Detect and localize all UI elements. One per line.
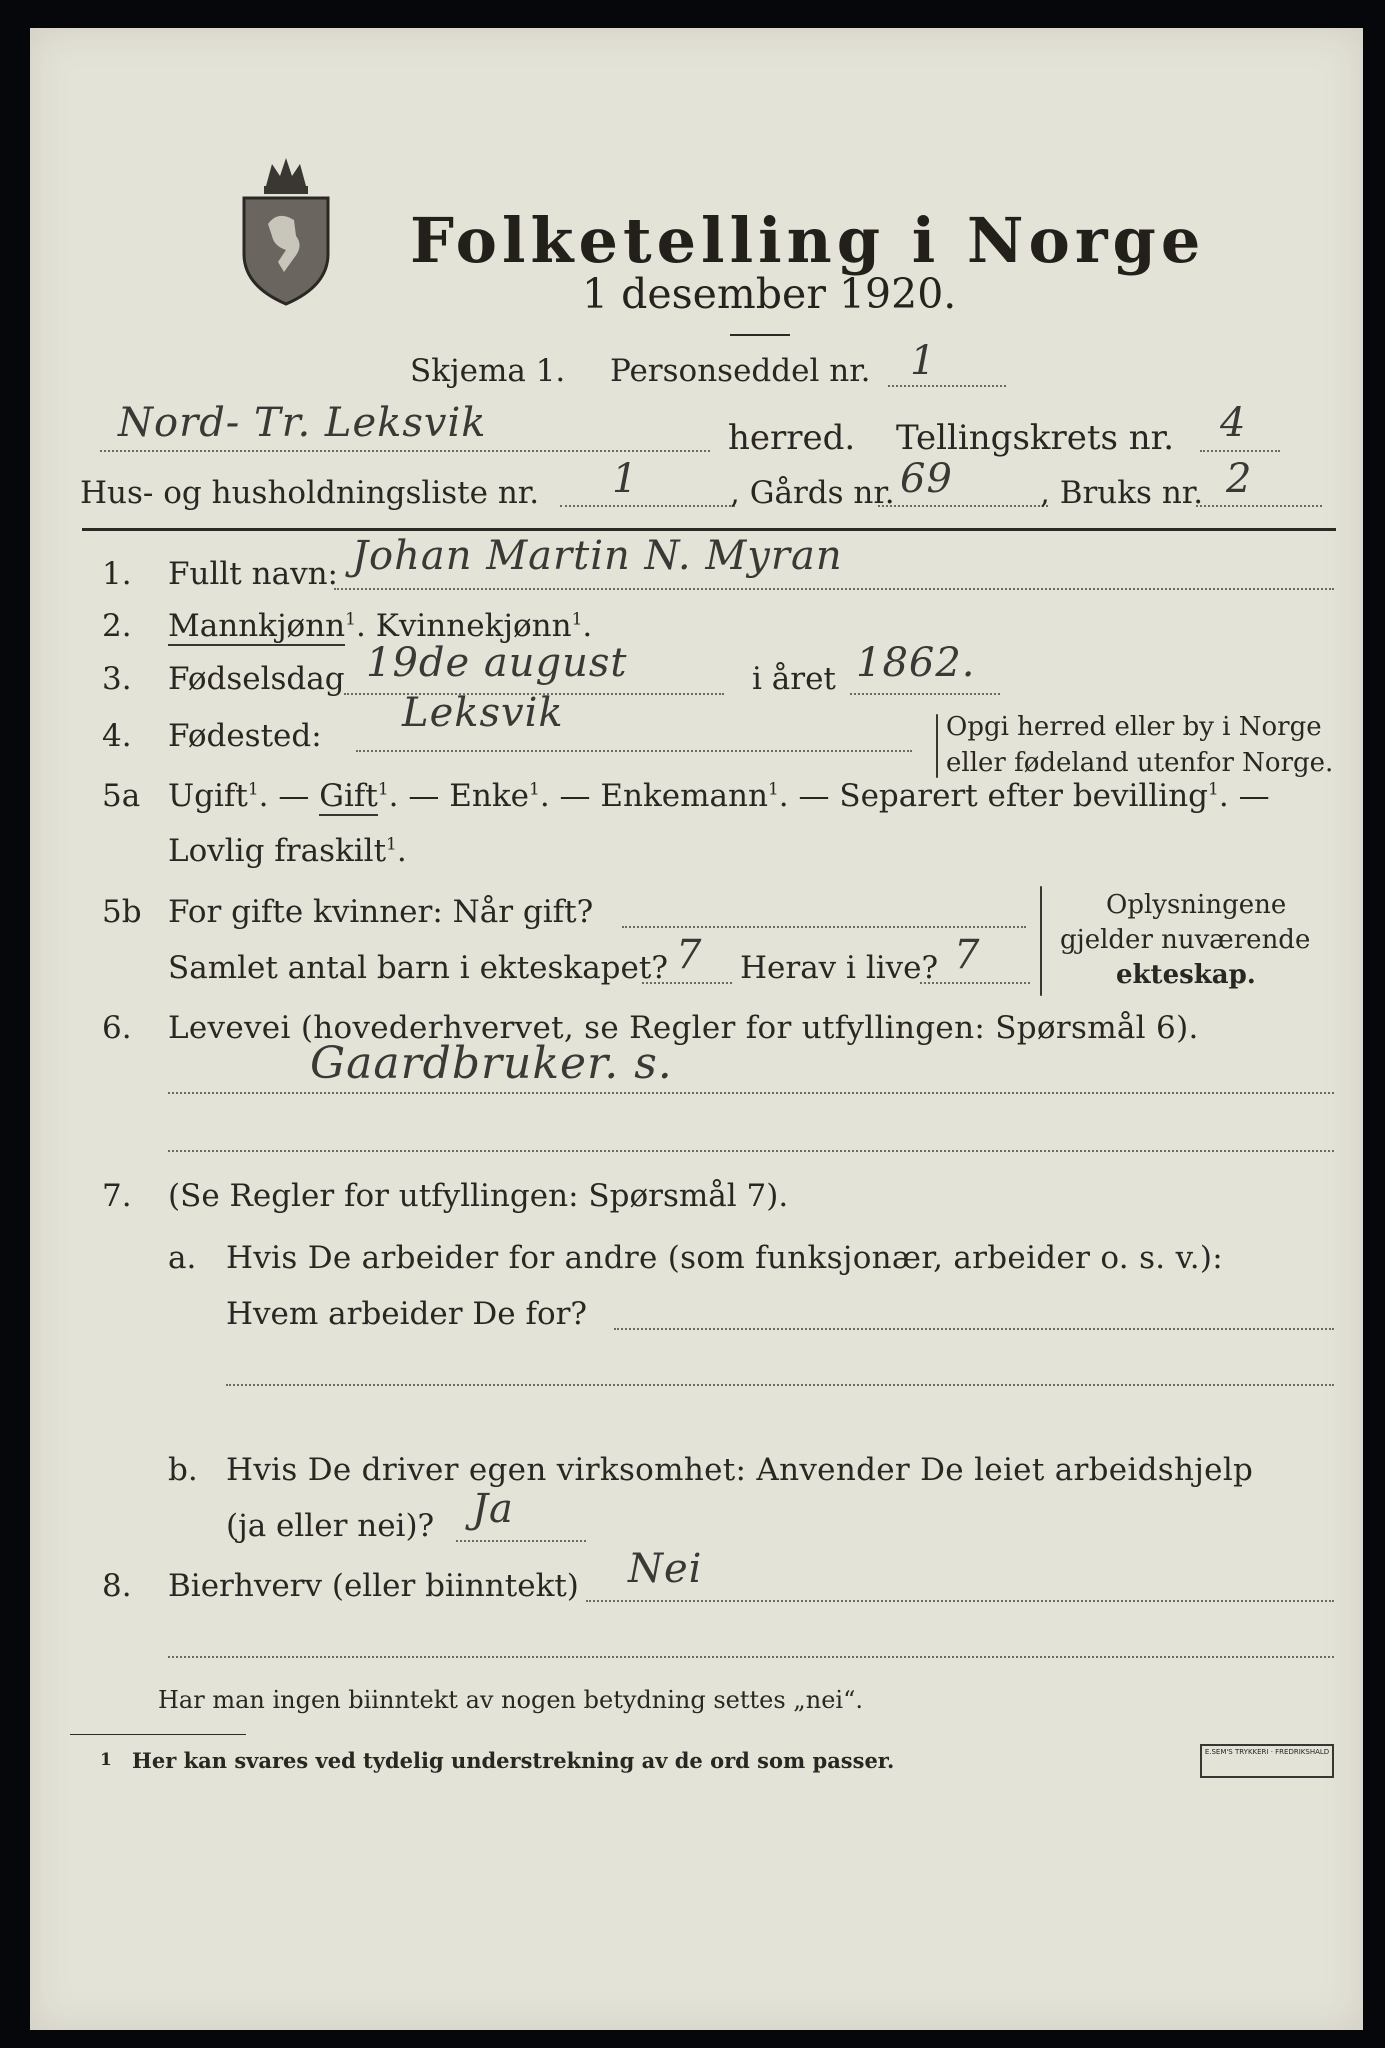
q7b-question: (ja eller nei)? <box>226 1508 435 1544</box>
form-date: 1 desember 1920. <box>582 270 957 318</box>
hus-label: Hus- og husholdningsliste nr. <box>80 475 540 511</box>
q7b-text: Hvis De driver egen virksomhet: Anvender De leiet arbeidshjelp <box>226 1452 1254 1488</box>
q5b-ilive-label: Herav i live? <box>740 950 939 986</box>
q7b-number: b. <box>168 1452 198 1488</box>
q5b-barn-value: 7 <box>676 932 703 978</box>
form-title: Folketelling i Norge <box>410 204 1206 277</box>
q7b-value: Ja <box>472 1486 514 1532</box>
header-divider <box>82 528 1336 531</box>
bruks-value: 2 <box>1226 456 1253 502</box>
q2-male: Mannkjønn <box>168 608 346 644</box>
tellingskrets-label: Tellingskrets nr. <box>896 418 1175 458</box>
q7a-number: a. <box>168 1240 197 1276</box>
coat-of-arms-icon <box>238 154 334 306</box>
personseddel-value: 1 <box>910 338 937 384</box>
bruks-label: , Bruks nr. <box>1040 475 1204 511</box>
q1-value: Johan Martin N. Myran <box>352 533 843 579</box>
q4-note-line1: Opgi herred eller by i Norge <box>946 712 1322 742</box>
q7a-text: Hvis De arbeider for andre (som funksjonær, arbeider o. s. v.): <box>226 1240 1224 1276</box>
printer-stamp: E.SEM'S TRYKKERI · FREDRIKSHALD <box>1200 1744 1334 1778</box>
census-form: Folketelling i Norge 1 desember 1920. Skjema 1. Personseddel nr. 1 Nord- Tr. Leksvik herred. Tellingskrets nr. 4 Hus- og husholdningsliste nr. 1 , Gårds nr. 69 , Bruks nr. 2 1. Fullt navn: Johan Martin N. Myran 2. Mannkjønn$^1$. Kvinnekjønn$^1$. 3. Fødselsdag 19de august i året 1862. 4. Fødested: Leksvik Opgi herred eller by i Norge eller fødeland utenfor Norge. 5a Ugift$^1$. — Gift$^1$. — Enke$^1$. — Enkemann$^1$. — Separert efter bevilling$^1$. — Lovlig fraskilt$^1$. 5b For gifte kvinner: Når gift? Samlet antal barn i ekteskapet? 7 Herav i live? 7 Oplysningene gjelder nuværende ekteskap. 6. Levevei (hovederhvervet, se Regler for utfyllingen: Spørsmål 6). Gaardbruker. s. 7. (Se Regler for utfyllingen: Spørsmål 7). a. Hvis De arbeider for andre (som funksjonær, arbeider o. s. v.): Hvem arbeider De for? b. Hvis De driver egen virksomhet: Anvender De leiet arbeidshjelp (ja eller nei)? Ja 8. Bierhverv (eller biinntekt) Nei Har man ingen biinntekt av nogen betydning settes „nei“. 1 Her kan svares ved tydelig understrekning av de ord som passer. E.SEM'S TRYKKERI · FREDRIKSHALD <box>30 28 1363 2030</box>
note-nei: Har man ingen biinntekt av nogen betydning settes „nei“. <box>158 1686 863 1714</box>
q2-number: 2. <box>102 608 132 644</box>
q7-number: 7. <box>102 1178 132 1214</box>
q5b-note-line3: ekteskap. <box>1116 960 1256 990</box>
q6-label: Levevei (hovederhvervet, se Regler for utfyllingen: Spørsmål 6). <box>168 1010 1199 1046</box>
q3-year-value: 1862. <box>856 640 976 686</box>
gards-label: , Gårds nr. <box>730 475 895 511</box>
q3-day-value: 19de august <box>366 640 628 686</box>
footnote-mark: 1 <box>100 1750 112 1770</box>
q1-label: Fullt navn: <box>168 556 338 592</box>
tellingskrets-value: 4 <box>1220 400 1247 446</box>
q4-label: Fødested: <box>168 718 322 754</box>
q5a-options: Ugift$^1$. — Gift$^1$. — Enke$^1$. — Enkemann$^1$. — Separert efter bevilling$^1$. — <box>168 778 1270 814</box>
q6-value: Gaardbruker. s. <box>310 1038 673 1089</box>
q5b-note-line1: Oplysningene <box>1106 890 1287 920</box>
q5b-ilive-value: 7 <box>954 932 981 978</box>
q5a-fraskilt: Lovlig fraskilt <box>168 833 387 869</box>
herred-label: herred. <box>728 418 856 458</box>
q7a-question: Hvem arbeider De for? <box>226 1296 588 1332</box>
q1-number: 1. <box>102 556 132 592</box>
gards-value: 69 <box>900 456 953 502</box>
q8-number: 8. <box>102 1568 132 1604</box>
skjema-label: Skjema 1. <box>410 353 566 389</box>
q4-value: Leksvik <box>402 690 564 736</box>
q5b-label1: For gifte kvinner: Når gift? <box>168 894 594 930</box>
q3-label: Fødselsdag <box>168 661 345 697</box>
q5b-note-line2: gjelder nuværende <box>1060 925 1311 955</box>
q6-number: 6. <box>102 1010 132 1046</box>
q4-number: 4. <box>102 718 132 754</box>
q3-year-label: i året <box>752 661 836 697</box>
q5a-gift-selected: Gift <box>319 778 378 814</box>
q5b-label2: Samlet antal barn i ekteskapet? <box>168 950 668 986</box>
q8-value: Nei <box>628 1546 703 1592</box>
q5a-number: 5a <box>102 778 141 814</box>
q7-label: (Se Regler for utfyllingen: Spørsmål 7). <box>168 1178 789 1214</box>
q4-note-line2: eller fødeland utenfor Norge. <box>946 748 1334 778</box>
q8-label: Bierhverv (eller biinntekt) <box>168 1568 579 1604</box>
herred-value: Nord- Tr. Leksvik <box>118 400 487 446</box>
hus-value: 1 <box>612 456 639 502</box>
personseddel-label: Personseddel nr. <box>610 353 871 389</box>
q2-female: Kvinnekjønn <box>375 608 572 644</box>
q3-number: 3. <box>102 661 132 697</box>
q5b-number: 5b <box>102 894 142 930</box>
title-divider <box>730 334 790 336</box>
footnote-text: Her kan svares ved tydelig understrekning av de ord som passer. <box>132 1748 895 1773</box>
